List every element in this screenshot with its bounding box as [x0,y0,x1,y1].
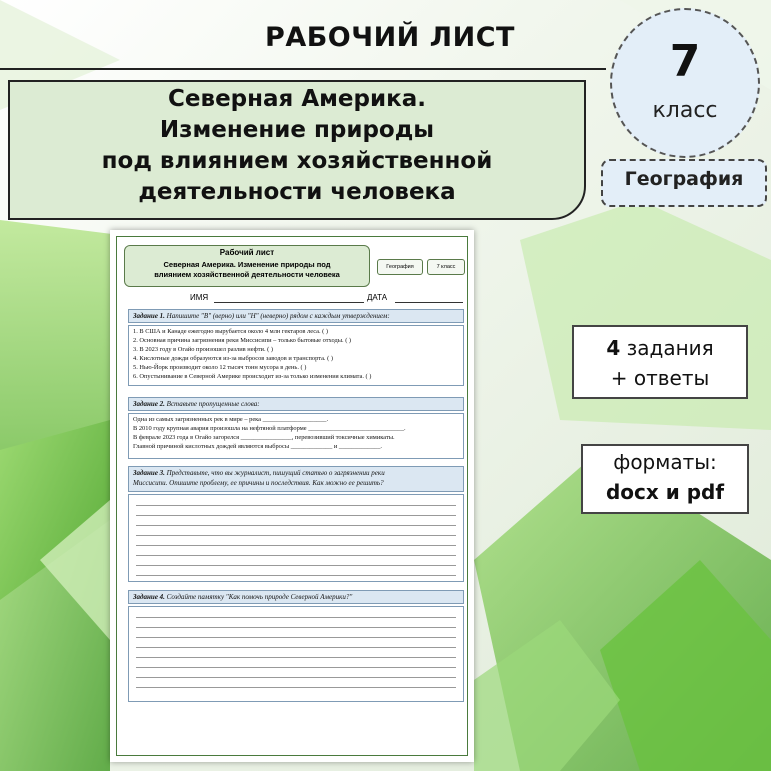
task-2-header [128,397,464,411]
task-3-label: Задание 3. [133,469,165,477]
subject-label: География [624,168,744,190]
topic-line: Северная Америка. [168,86,426,112]
task-4-header [128,590,464,604]
task-3-header [128,466,464,492]
task-3-answer-box [128,494,464,582]
name-label: ИМЯ [190,293,209,302]
topic-line: Изменение природы [159,117,435,143]
task-2-sentence: Одна из самых загрязненных рек в мире – река ____________________. [133,416,329,423]
date-label: ДАТА [367,293,388,302]
worksheet-subject-tag: География [377,259,423,275]
task-1-header [128,309,464,323]
tasks-count: 4 [606,336,621,360]
answer-line [136,617,456,618]
answer-line [136,545,456,546]
answer-line [136,515,456,516]
topic-heading [8,84,586,208]
answer-line [136,535,456,536]
task-4-instruction: Создайте памятку "Как помочь природе Северной Америки?" [166,593,353,601]
task-1-statement: 4. Кислотные дожди образуются из-за выбросов заводов и транспорта. ( ) [133,355,333,362]
task-4-label: Задание 4. [133,593,165,601]
tasks-word: задания [626,336,714,360]
worksheet-title: РАБОЧИЙ ЛИСТ [265,22,515,53]
title-divider [0,68,606,70]
task-1-instruction: Напишите "В" (верно) или "Н" (неверно) рядом с каждым утверждением: [166,312,390,320]
task-2-sentence: В феврале 2023 года в Огайо загорелся ________________, перевозивший токсичные химикаты. [133,434,395,441]
worksheet-heading: Рабочий лист [219,248,275,257]
task-3-line [133,468,459,478]
answer-line [136,627,456,628]
worksheet-topic-line: влиянием хозяйственной деятельности человека [154,270,340,279]
answer-line [136,647,456,648]
worksheet-grade-tag: 7 класс [427,259,465,275]
formats-label: форматы: [613,450,717,474]
worksheet-topic [124,260,370,280]
task-1-label: Задание 1. [133,312,165,320]
answer-line [136,525,456,526]
task-2-sentence: Главной причиной кислотных дождей являются выбросы _____________ и _____________. [133,443,383,450]
topic-line: деятельности человека [138,179,456,205]
answer-line [136,565,456,566]
answer-line [136,677,456,678]
task-1-statement: 3. В 2023 году в Огайо произошел разлив нефти. ( ) [133,346,274,353]
answer-line [136,667,456,668]
answer-line [136,687,456,688]
answer-line [136,657,456,658]
answer-line [136,575,456,576]
grade-label: класс [652,98,718,123]
answer-line [136,555,456,556]
tasks-count-line [572,336,748,360]
task-3-instruction: Представьте, что вы журналист, пишущий статью о загрязнении реки [166,469,385,477]
task-1-statement: 5. Нью-Йорк производит около 12 тысяч тонн мусора в день. ( ) [133,364,307,371]
date-field-line [395,302,463,303]
answers-line: + ответы [610,366,710,390]
task-1-statement: 6. Опустынивание в Северной Америке происходит из-за только изменения климата. ( ) [133,373,372,380]
answer-line [136,637,456,638]
task-2-label: Задание 2. [133,400,165,408]
formats-value: docx и pdf [605,480,725,504]
task-1-statement: 1. В США и Канаде ежегодно вырубается около 4 млн гектаров леса. ( ) [133,328,328,335]
task-2-sentence: В 2010 году крупная авария произошла на нефтяной платформе ______________________________. [133,425,406,432]
task-3-line: Миссисипи. Опишите проблему, ее причины и последствия. Как можно ее решить? [133,479,384,487]
name-field-line [214,302,364,303]
topic-line: под влиянием хозяйственной [101,148,493,174]
task-1-statement: 2. Основная причина загрязнения реки Миссисипи – только бытовые отходы. ( ) [133,337,352,344]
answer-line [136,505,456,506]
task-2-instruction: Вставьте пропущенные слова: [166,400,260,408]
worksheet-topic-line: Северная Америка. Изменение природы под [163,260,331,269]
grade-number: 7 [669,36,701,87]
